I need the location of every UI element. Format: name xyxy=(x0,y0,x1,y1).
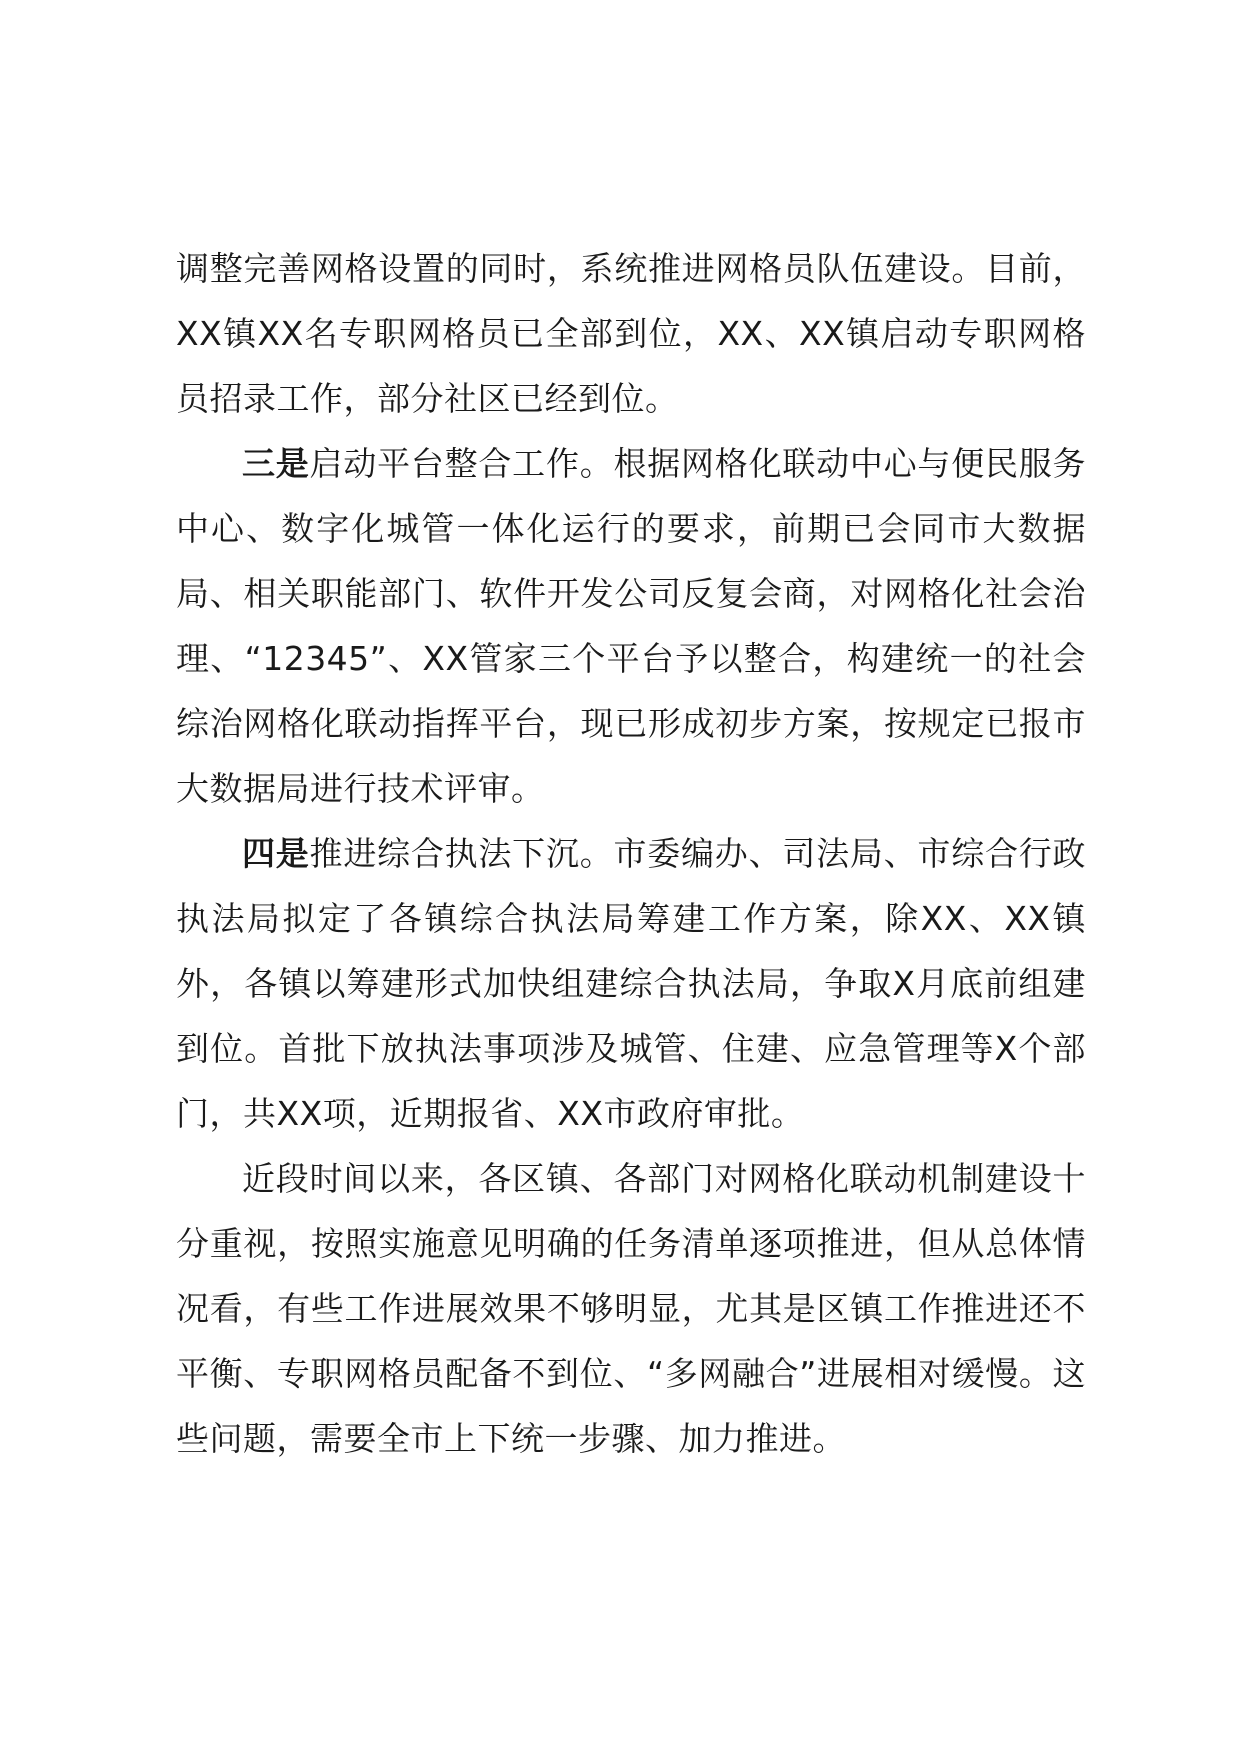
paragraph-lead: 三是 xyxy=(242,444,310,483)
paragraph-text: 启动平台整合工作。根据网格化联动中心与便民服务中心、数字化城管一体化运行的要求，前期已会同市大数据局、相关职能部门、软件开发公司反复会商，对网格化社会治理、“12345”、XX管家三个平台予以整合，构建统一的社会综治网格化联动指挥平台，现已形成初步方案，按规定已报市大数据局进行技术评审。 xyxy=(176,444,1087,808)
paragraph-text: 调整完善网格设置的同时，系统推进网格员队伍建设。目前，XX镇XX名专职网格员已全部到位，XX、XX镇启动专职网格员招录工作，部分社区已经到位。 xyxy=(176,249,1086,418)
paragraph-lead: 四是 xyxy=(242,834,310,873)
paragraph-continuation xyxy=(176,236,1086,431)
paragraph-text: 推进综合执法下沉。市委编办、司法局、市综合行政执法局拟定了各镇综合执法局筹建工作方案，除XX、XX镇外，各镇以筹建形式加快组建综合执法局，争取X月底前组建到位。首批下放执法事项涉及城管、住建、应急管理等X个部门，共XX项，近期报省、XX市政府审批。 xyxy=(176,834,1087,1133)
document-body xyxy=(176,236,1086,1471)
paragraph-point-four xyxy=(176,821,1086,1146)
paragraph-text: 近段时间以来，各区镇、各部门对网格化联动机制建设十分重视，按照实施意见明确的任务清单逐项推进，但从总体情况看，有些工作进展效果不够明显，尤其是区镇工作推进还不平衡、专职网格员配备不到位、“多网融合”进展相对缓慢。这些问题，需要全市上下统一步骤、加力推进。 xyxy=(176,1159,1086,1458)
paragraph-point-three xyxy=(176,431,1086,821)
paragraph-summary xyxy=(176,1146,1086,1471)
